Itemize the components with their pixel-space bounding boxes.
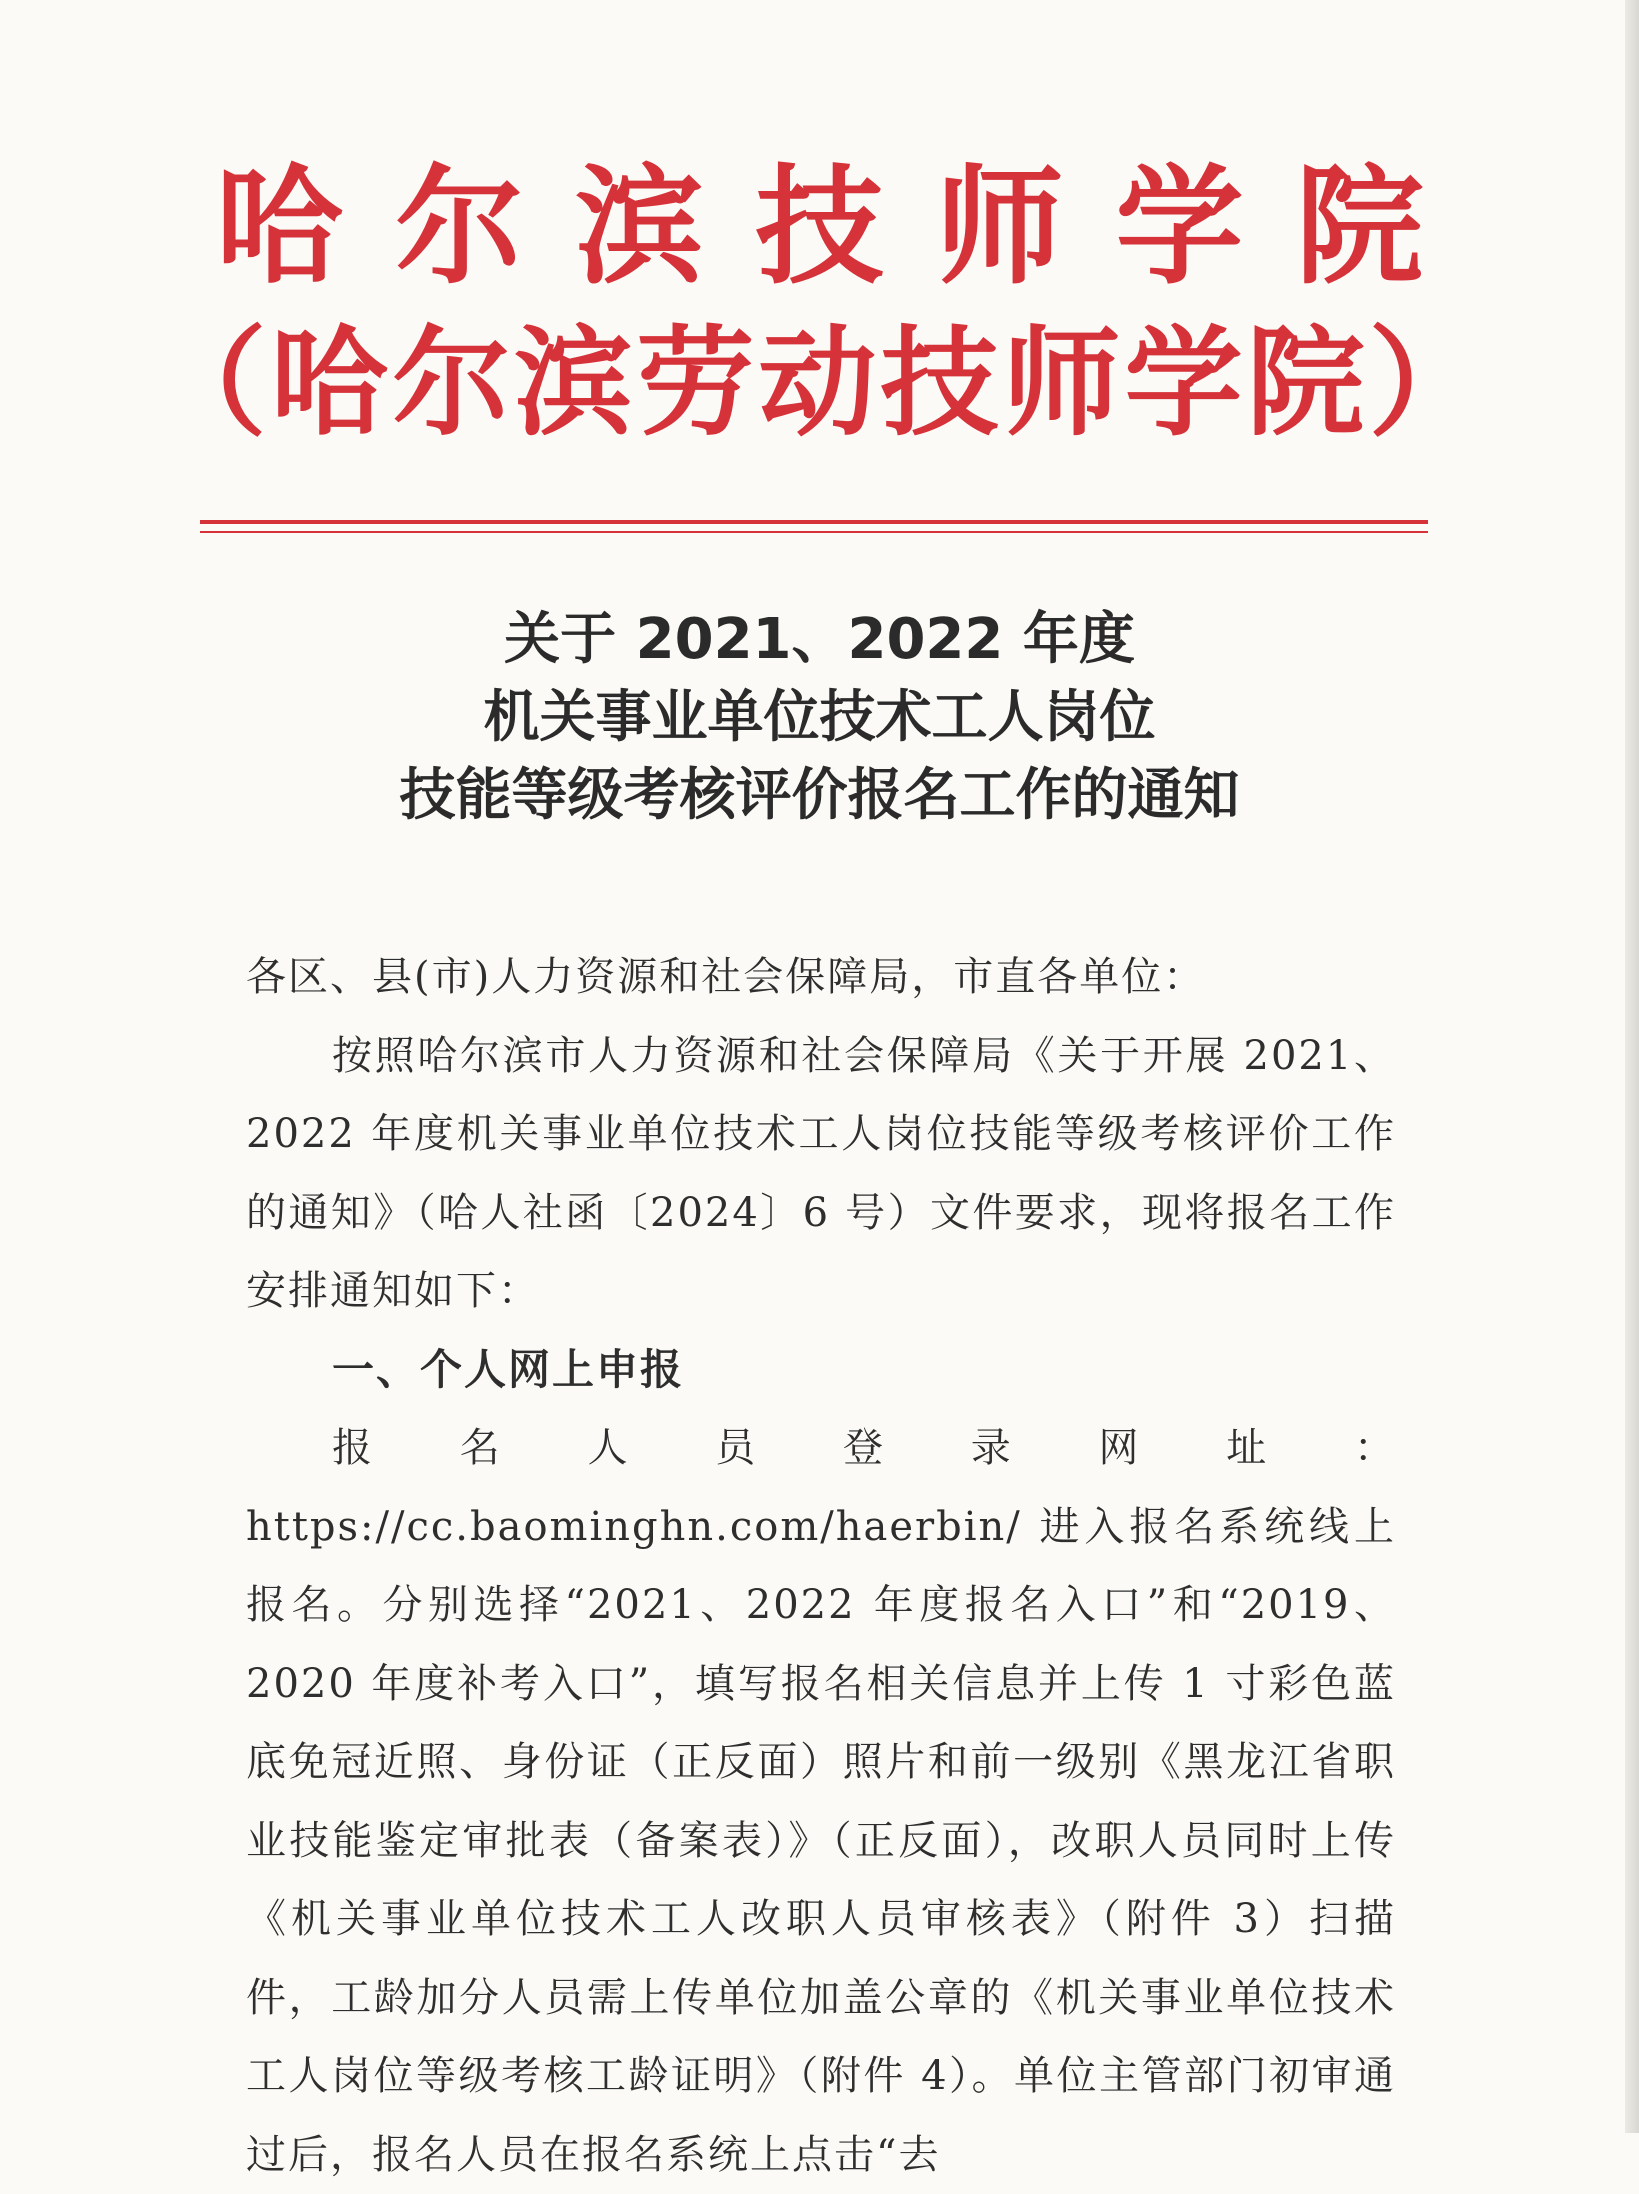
header-rule-thick [200, 520, 1428, 524]
salutation: 各区、县(市)人力资源和社会保障局，市直各单位： [246, 954, 1206, 1000]
document-title-line-1: 关于 2021、2022 年度 [504, 607, 1135, 672]
section-heading-1: 一、个人网上申报 [332, 1344, 685, 1394]
header-rule-thin [200, 531, 1428, 533]
institution-name: 哈尔滨技师学院 [215, 153, 1476, 302]
document-title-line-2: 机关事业单位技术工人岗位 [483, 685, 1156, 750]
paragraph-2: 报名人员登录网址：https://cc.baominghn.com/haerbin/ 进入报名系统线上报名。分别选择“2021、2022 年度报名入口”和“2019、2020 年度补考入口”，填写报名相关信息并上传 1 寸彩色蓝底免冠近照、身份证（正反面）照片和前一级别《黑龙江省职业技能鉴定审批表（备案表）》（正反面），改职人员同时上传《机关事业单位技术工人改职人员审核表》（附件 3）扫描件，工龄加分人员需上传单位加盖公章的《机关事业单位技术工人岗位等级考核工龄证明》（附件 4）。单位主管部门初审通过后，报名人员在报名系统上点击“去 [246, 1425, 1396, 2178]
document-title-line-3: 技能等级考核评价报名工作的通知 [399, 763, 1240, 828]
document-body [246, 938, 1396, 2194]
institution-alt-name: （哈尔滨劳动技师学院） [148, 314, 1491, 452]
paragraph-1: 按照哈尔滨市人力资源和社会保障局《关于开展 2021、2022 年度机关事业单位技术工人岗位技能等级考核评价工作的通知》（哈人社函〔2024〕6 号）文件要求，现将报名工作安排通知如下： [246, 1032, 1396, 1314]
